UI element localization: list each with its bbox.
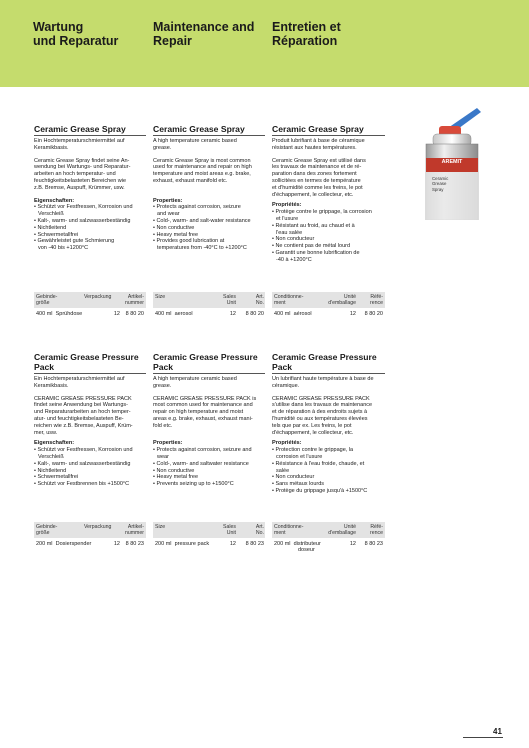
- th-artno: Artikel- nummer: [124, 524, 144, 537]
- divider: [34, 373, 146, 374]
- cell-artno: 8 80 23: [364, 541, 383, 547]
- section-title: Ceramic Grease Pressure Pack: [272, 352, 377, 372]
- cell-artno: 8 80 20: [125, 311, 144, 317]
- divider: [153, 135, 265, 136]
- cell-pack: 12: [349, 541, 356, 547]
- th-unit: Unité d'emballage: [328, 294, 356, 307]
- section-title: Ceramic Grease Spray: [272, 124, 364, 134]
- th-artno: Réfé- rence: [370, 524, 383, 537]
- page-number: 41: [493, 727, 502, 736]
- cell-artno: 8 80 23: [245, 541, 264, 547]
- cell-artno: 8 80 20: [245, 311, 264, 317]
- divider: [153, 373, 265, 374]
- th-size: Size: [155, 294, 166, 300]
- th-artno: Art. No.: [255, 524, 264, 537]
- th-unit: Verpackung: [84, 294, 112, 300]
- header-title-en: Maintenance and Repair: [153, 20, 255, 48]
- th-artno: Artikel- nummer: [124, 294, 144, 307]
- cell-pack: 12: [349, 311, 356, 317]
- header-band: [0, 0, 529, 87]
- pressure-fr-body: Un lubrifiant haute température à base de céramique. CERAMIC GREASE PRESSURE PACK s'utilise dans les travaux de maintenance et de réparation à des endroits sujets à l'humidité ou aux températures élevées tels que par ex. Les freins, le pot d'échappement, le collecteur, etc. Propriétés: • Protection contre le grippage, la corrosion et l'usure • Résistance à l'eau froide, chaude, et salée • Non conducteur • Sans métaux lourds • Protège du grippage jusqu'à +1500°C: [272, 376, 374, 494]
- table-row: 200 ml Dosierspender: [36, 541, 92, 547]
- section-title: Ceramic Grease Spray: [153, 124, 245, 134]
- th-size: Gebinde- größe: [36, 524, 58, 537]
- pressure-en-body: A high temperature ceramic based grease. CERAMIC GREASE PRESSURE PACK is most common used for maintenance and repair on high temperature and moist areas e.g. brake, exhaust, exhaust mani- fold etc. Properties: • Protects against corrosion, seizure and wear • Cold-, warm- and saltwater resistance • Non conductive • Heavy metal free • Prevents seizing up to +1500°C: [153, 376, 257, 488]
- section-spray-de: [34, 124, 146, 134]
- divider: [34, 135, 146, 136]
- pressure-de-body: Ein Hochtemperaturschmiermittel auf Keramikbasis. CERAMIC GREASE PRESSURE PACK findet seine Anwendung bei Wartungs- und Reparaturarbeiten an hoch temper- atur- und feuchtigkeitsbelasteten Be- reichen wie z.B. Bremse, Auspuff, Krüm- mer, usw. Eigenschaften: • Schützt vor Festfressen, Korrosion und Verschleiß • Kalt-, warm- und salzwasserbeständig • Nichtleitend • Schwermetallfrei • Schützt vor Festbrennen bis +1500°C: [34, 376, 133, 488]
- th-artno: Réfé- rence: [370, 294, 383, 307]
- section-pressure-de: [34, 352, 146, 372]
- section-pressure-fr: [272, 352, 384, 372]
- cell-pack: 12: [113, 541, 120, 547]
- table-row: 400 ml Sprühdose: [36, 311, 83, 317]
- th-size: Conditionne- ment: [274, 524, 304, 537]
- cell-pack: 12: [229, 311, 236, 317]
- spray-fr-body: Produit lubrifiant à base de céramique résistant aux hautes températures. Ceramic Grease Spray est utilisé dans les travaux de maintenance et de ré- paration dans des zones fortement sollicitées en termes de température et d'humidité comme les freins, le pot d'échappement, le collecteur, etc. Propriétés: • Protège contre le grippage, la corrosion et l'usure • Résistant au froid, au chaud et à l'eau salée • Non conducteur • Ne contient pas de métal lourd • Garantit une bonne lubrification de -40 à +1200°C: [272, 138, 372, 263]
- cell-artno: 8 80 20: [364, 311, 383, 317]
- section-title: Ceramic Grease Pressure Pack: [153, 352, 258, 372]
- th-artno: Art. No.: [255, 294, 264, 307]
- cell-pack: 12: [229, 541, 236, 547]
- spray-de-body: Ein Hochtemperaturschmiermittel auf Keramikbasis. Ceramic Grease Spray findet seine An- wendung bei Wartungs- und Reparatur- arbeiten an hoch temperatur- und feuchtigkeitsbelasteten Bereichen wie z.B. Bremse, Auspuff, Krümmer, usw. Eigenschaften: • Schützt vor Festfressen, Korrosion und Verschleiß • Kalt-, warm- und salzwasserbeständig • Nichtleitend • Schwermetallfrei • Gewährleistet gute Schmierung von -40 bis +1200°C: [34, 138, 133, 252]
- table-row: 400 ml aerosol: [155, 311, 193, 317]
- divider: [272, 135, 385, 136]
- th-size: Size: [155, 524, 166, 530]
- th-unit: Sales Unit: [223, 294, 236, 307]
- cell-artno: 8 80 23: [125, 541, 144, 547]
- th-unit: Unité d'emballage: [328, 524, 356, 537]
- section-pressure-en: [153, 352, 265, 372]
- page-number-rule: [463, 737, 503, 738]
- cell-pack: 12: [113, 311, 120, 317]
- header-title-fr: Entretien et Réparation: [272, 20, 341, 48]
- product-label-sub: Ceramic Grease Spray: [432, 176, 449, 192]
- table-row: 400 ml aérosol: [274, 311, 312, 317]
- table-row: 200 ml distributeur doseur: [274, 541, 321, 554]
- th-size: Conditionne- ment: [274, 294, 304, 307]
- th-unit: Sales Unit: [223, 524, 236, 537]
- table-row: 200 ml pressure pack: [155, 541, 210, 547]
- header-title-de: Wartung und Reparatur: [33, 20, 119, 48]
- section-spray-en: [153, 124, 265, 134]
- section-title: Ceramic Grease Spray: [34, 124, 126, 134]
- section-spray-fr: [272, 124, 384, 134]
- spray-en-body: A high temperature ceramic based grease. Ceramic Grease Spray is most common used for maintenance and repair on high temperature and moist areas e.g. brake, exhaust, exhaust manifold etc. Properties: • Protects against corrosion, seizure and wear • Cold-, warm- and salt-water resistance • Non conductive • Heavy metal free • Provides good lubrication at temperatures from -40°C to +1200°C: [153, 138, 252, 252]
- th-unit: Verpackung: [84, 524, 112, 530]
- th-size: Gebinde- größe: [36, 294, 58, 307]
- product-label: AREMIT: [441, 159, 463, 165]
- divider: [272, 373, 385, 374]
- section-title: Ceramic Grease Pressure Pack: [34, 352, 139, 372]
